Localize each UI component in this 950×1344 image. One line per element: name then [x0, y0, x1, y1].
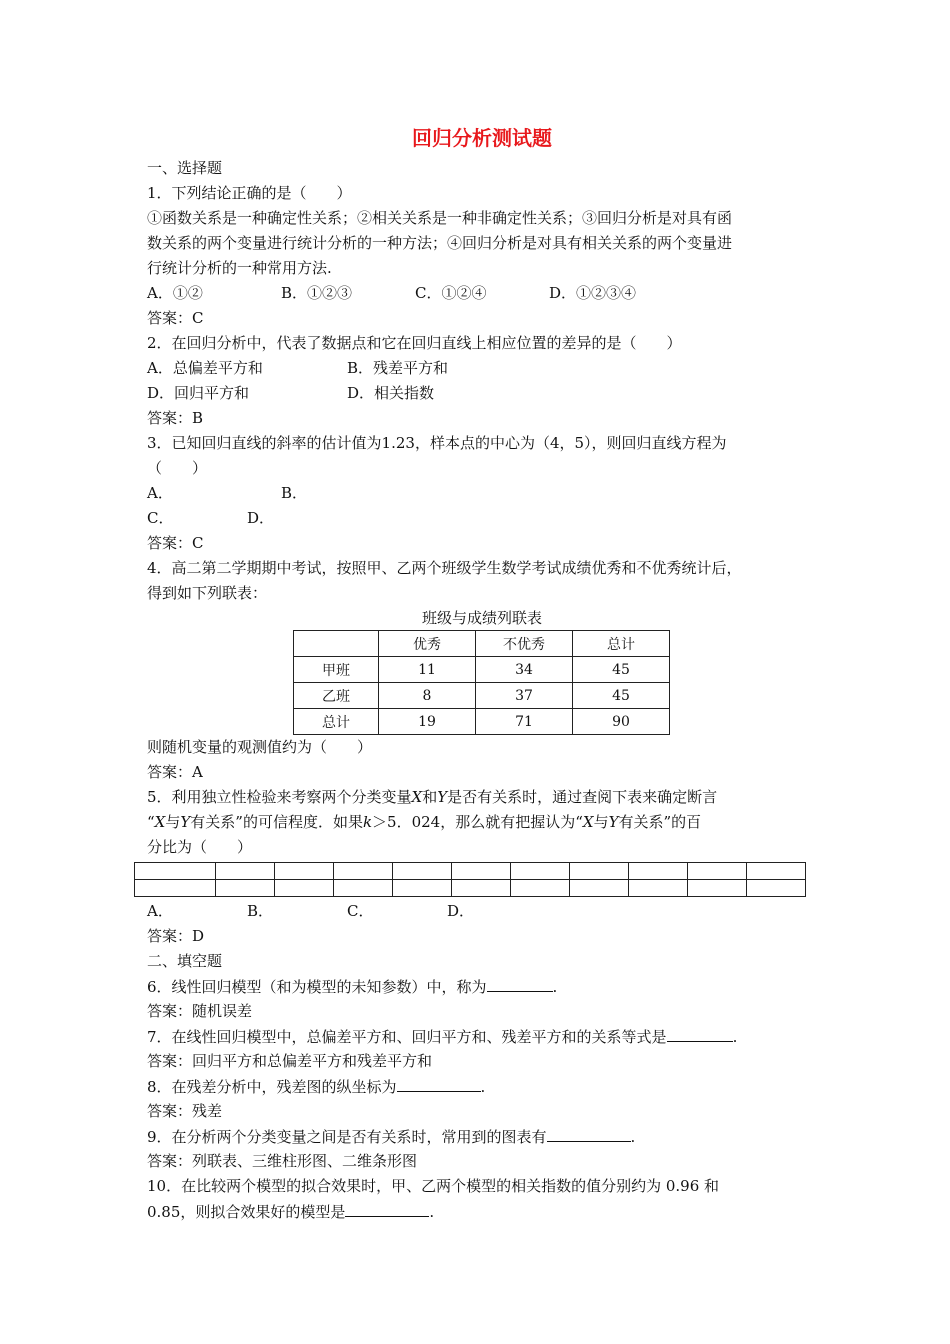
q3-option-a: A． — [147, 484, 173, 502]
table-cell — [275, 880, 334, 897]
page-title: 回归分析测试题 — [412, 126, 552, 150]
q5-text: 和 — [422, 788, 438, 806]
q5-stem-line2 — [147, 810, 817, 835]
table-cell: 90 — [573, 709, 670, 735]
q2-stem: 2．在回归分析中，代表了数据点和它在回归直线上相应位置的差异的是（ ） — [147, 334, 682, 352]
q1-option-a: A．①② — [147, 284, 203, 302]
q7-stem — [147, 1024, 817, 1049]
q5-text: 有关系”的可信程度．如果 — [190, 813, 363, 831]
q2-options-row1 — [147, 356, 817, 381]
q4-after-text: 则随机变量的观测值约为（ ） — [147, 738, 373, 756]
q6-stem — [147, 974, 817, 999]
q8-text: 8．在残差分析中，残差图的纵坐标为 — [147, 1078, 397, 1096]
q5-var-x: X — [582, 813, 594, 831]
table-cell — [747, 880, 806, 897]
q10-stem: 10．在比较两个模型的拟合效果时，甲、乙两个模型的相关指数的值分别约为 0.96 和 — [147, 1177, 720, 1195]
q2-options-row2 — [147, 381, 817, 406]
q6-blank — [487, 974, 553, 992]
table-cell — [570, 863, 629, 880]
table-cell — [629, 880, 688, 897]
table-cell — [688, 880, 747, 897]
table-cell — [334, 880, 393, 897]
q4-answer: 答案：A — [147, 763, 203, 781]
table-cell — [452, 863, 511, 880]
q5-stem-line3: 分比为（ ） — [147, 838, 253, 856]
q3-stem: 3．已知回归直线的斜率的估计值为1.23，样本点的中心为（4，5），则回归直线方程为 — [147, 434, 727, 452]
table-cell — [452, 880, 511, 897]
table-cell: 71 — [476, 709, 573, 735]
q8-blank — [397, 1074, 481, 1092]
q5-stem-line1 — [147, 785, 817, 810]
q9-text: 9．在分析两个分类变量之间是否有关系时，常用到的图表有 — [147, 1128, 547, 1146]
table-row — [135, 880, 806, 897]
table-cell: 乙班 — [294, 683, 379, 709]
q7-blank — [667, 1024, 733, 1042]
q3-option-b: B． — [281, 484, 308, 502]
q5-option-c: C． — [347, 902, 374, 920]
table-cell: 甲班 — [294, 657, 379, 683]
table-header-cell: 优秀 — [379, 631, 476, 657]
q5-option-b: B． — [247, 902, 274, 920]
q6-end: . — [552, 978, 558, 996]
q1-options — [147, 281, 817, 306]
q5-var-k: k — [362, 813, 373, 831]
q5-text: 是否有关系时，通过查阅下表来确定断言 — [447, 788, 718, 806]
table-cell: 8 — [379, 683, 476, 709]
q8-end: . — [480, 1078, 486, 1096]
q10-end: . — [429, 1203, 435, 1221]
table-header-cell: 不优秀 — [476, 631, 573, 657]
contingency-table — [293, 630, 670, 735]
table-cell — [570, 880, 629, 897]
q5-options — [147, 899, 817, 924]
table-cell — [135, 880, 216, 897]
q4-stem: 4．高二第二学期期中考试，按照甲、乙两个班级学生数学考试成绩优秀和不优秀统计后， — [147, 559, 742, 577]
q8-stem — [147, 1074, 817, 1099]
q3-option-c: C． — [147, 509, 174, 527]
q1-option-d: D．①②③④ — [549, 284, 637, 302]
q5-text: 5．利用独立性检验来考察两个分类变量 — [147, 788, 412, 806]
q2-option-a: A．总偏差平方和 — [147, 359, 263, 377]
q5-text: 有关系”的百 — [618, 813, 702, 831]
table-cell — [275, 863, 334, 880]
q6-answer: 答案：随机误差 — [147, 1002, 253, 1020]
q5-var-x: X — [154, 813, 166, 831]
q3-options-row1 — [147, 481, 817, 506]
table-cell — [216, 863, 275, 880]
q1-body-line: 数关系的两个变量进行统计分析的一种方法；④回归分析是对具有相关关系的两个变量进 — [147, 234, 733, 252]
table-row — [135, 863, 806, 880]
q2-option-b: B．残差平方和 — [347, 359, 449, 377]
table-cell: 11 — [379, 657, 476, 683]
q9-end: . — [630, 1128, 636, 1146]
section-heading-choice: 一、选择题 — [147, 159, 223, 177]
q5-var-y: Y — [180, 813, 191, 831]
q10-blank — [345, 1199, 429, 1217]
q3-options-row2 — [147, 506, 817, 531]
q7-end: . — [732, 1028, 738, 1046]
table-header-cell — [294, 631, 379, 657]
q1-body-line: ①函数关系是一种确定性关系；②相关关系是一种非确定性关系；③回归分析是对具有函 — [147, 209, 733, 227]
q7-text: 7．在线性回归模型中，总偏差平方和、回归平方和、残差平方和的关系等式是 — [147, 1028, 667, 1046]
q5-var-y: Y — [608, 813, 619, 831]
table-row — [294, 709, 670, 735]
section-heading-fill: 二、填空题 — [147, 952, 223, 970]
q10-stem-cont — [147, 1199, 817, 1224]
q5-text: “ — [147, 813, 155, 831]
table-row — [294, 657, 670, 683]
q4-stem-cont: 得到如下列联表： — [147, 584, 268, 602]
q2-answer: 答案：B — [147, 409, 204, 427]
table-cell — [511, 863, 570, 880]
q3-option-d: D． — [247, 509, 275, 527]
q5-text: ＞5．024，那么就有把握认为“ — [372, 813, 583, 831]
q7-answer: 答案：回归平方和总偏差平方和残差平方和 — [147, 1052, 433, 1070]
table-cell: 19 — [379, 709, 476, 735]
q6-text: 6．线性回归模型（和为模型的未知参数）中，称为 — [147, 978, 487, 996]
critical-value-table — [134, 862, 806, 897]
q5-answer: 答案：D — [147, 927, 205, 945]
q5-var-y: Y — [437, 788, 448, 806]
q1-option-c: C．①②④ — [415, 284, 487, 302]
q5-text: 与 — [593, 813, 609, 831]
table-cell — [393, 863, 452, 880]
table-cell — [135, 863, 216, 880]
table-cell: 37 — [476, 683, 573, 709]
q1-answer: 答案：C — [147, 309, 204, 327]
table-cell — [747, 863, 806, 880]
q3-answer: 答案：C — [147, 534, 204, 552]
q2-option-c: D．回归平方和 — [147, 384, 250, 402]
table-cell: 总计 — [294, 709, 379, 735]
q1-body-line: 行统计分析的一种常用方法. — [147, 259, 332, 277]
table-cell — [393, 880, 452, 897]
table-row — [294, 683, 670, 709]
document-page — [147, 120, 817, 1224]
contingency-table-caption: 班级与成绩列联表 — [421, 609, 542, 627]
q3-stem-cont: （ ） — [147, 459, 208, 477]
table-header-cell: 总计 — [573, 631, 670, 657]
q5-var-x: X — [411, 788, 423, 806]
table-cell: 45 — [573, 657, 670, 683]
q9-blank — [547, 1124, 631, 1142]
q5-text: 与 — [165, 813, 181, 831]
q9-stem — [147, 1124, 817, 1149]
q2-option-d: D．相关指数 — [347, 384, 435, 402]
q1-option-b: B．①②③ — [281, 284, 353, 302]
q1-stem: 1．下列结论正确的是（ ） — [147, 184, 352, 202]
q9-answer: 答案：列联表、三维柱形图、二维条形图 — [147, 1152, 418, 1170]
table-cell — [688, 863, 747, 880]
table-cell — [334, 863, 393, 880]
q10-text: 0.85，则拟合效果好的模型是 — [147, 1203, 346, 1221]
table-header-row — [294, 631, 670, 657]
table-cell — [216, 880, 275, 897]
table-cell — [629, 863, 688, 880]
q5-option-a: A． — [147, 902, 173, 920]
table-cell: 45 — [573, 683, 670, 709]
q5-option-d: D． — [447, 902, 475, 920]
table-cell: 34 — [476, 657, 573, 683]
q8-answer: 答案：残差 — [147, 1102, 223, 1120]
table-cell — [511, 880, 570, 897]
